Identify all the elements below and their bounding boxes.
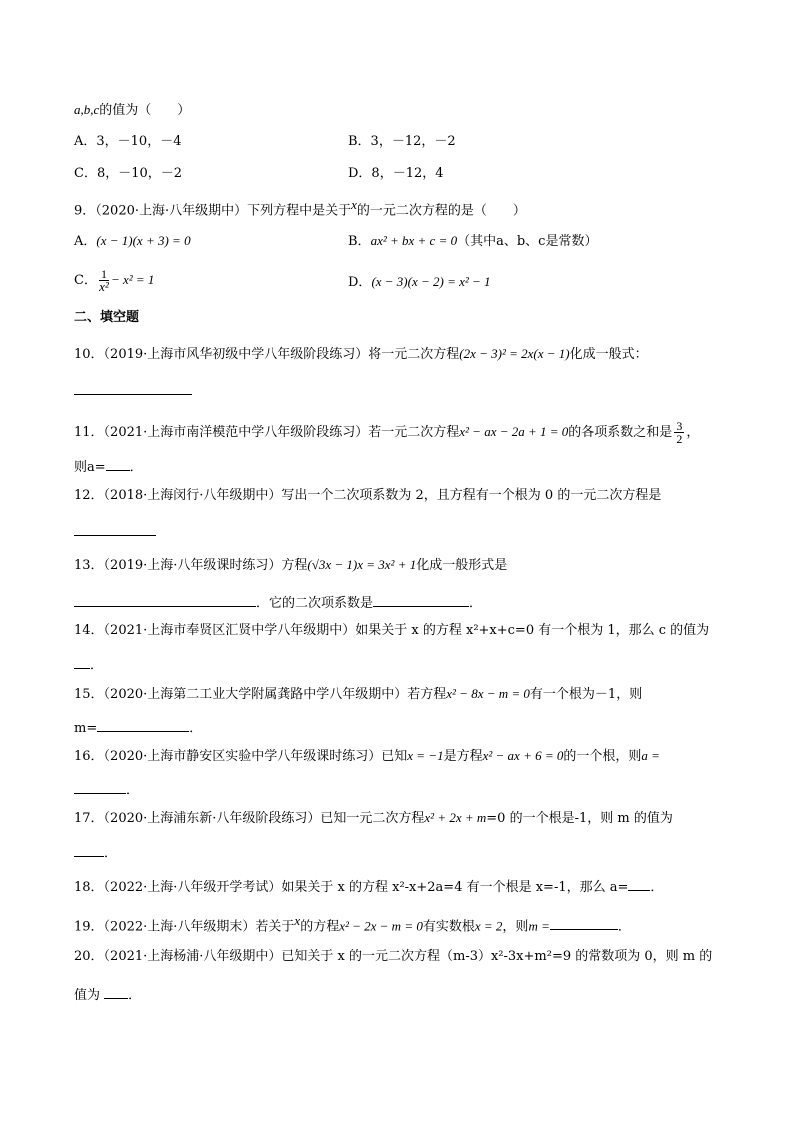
q19-mid2: 有实数根 <box>422 919 475 935</box>
q18-blank[interactable] <box>628 876 650 891</box>
q9-option-d <box>348 273 491 292</box>
q17-text: 17．（2020·上海浦东新·八年级阶段练习）已知一元二次方程 <box>74 811 425 826</box>
q9-b-math: ax² + bx + c = 0 <box>370 233 458 248</box>
q19-text: 19．（2022·上海·八年级期末）若关于 <box>74 919 295 935</box>
q19-mid: 的方程 <box>300 919 340 935</box>
q10-text: 10．（2019·上海市风华初级中学八年级阶段练习）将一元二次方程 <box>74 347 460 362</box>
q9-prefix: 9．（2020·上海·八年级期中）下列方程中是关于 <box>74 203 352 219</box>
q11-stem <box>74 420 699 445</box>
q13-line2 <box>74 592 482 613</box>
q13-blank-1[interactable] <box>74 592 256 607</box>
q16-suffix: 的一个根，则 <box>563 749 642 764</box>
q10-math: (2x − 3)² = 2x(x − 1) <box>459 346 570 361</box>
q17-math: x² + 2x + m <box>424 810 487 825</box>
q10-answer-line <box>74 380 192 401</box>
q18-end: ． <box>650 880 664 895</box>
q9-option-a <box>74 232 191 251</box>
q19-math3: m = <box>528 918 550 934</box>
q14-blank[interactable] <box>74 654 90 669</box>
q11-suffix: 的各项系数之和是 <box>568 425 673 440</box>
q16-math-3: a = <box>641 748 660 763</box>
q16-math-1: x = −1 <box>407 748 444 763</box>
q17-suffix: =0 的一个根是-1，则 m 的值为 <box>486 811 673 826</box>
q11-blank[interactable] <box>106 456 130 471</box>
q16-line2 <box>74 779 139 800</box>
q20-blank[interactable] <box>104 984 128 999</box>
q11-frac-num: 3 <box>676 419 683 433</box>
q11-frac-den: 2 <box>676 432 683 446</box>
q14-stem: 14．（2021·上海市奉贤区汇贤中学八年级期中）如果关于 x 的方程 x²+x+c=0 有一个根为 1，那么 c 的值为 <box>74 623 710 638</box>
q15-text: 15．（2020·上海第二工业大学附属龚路中学八年级期中）若方程 <box>74 687 447 702</box>
q9-var: x <box>351 197 357 212</box>
q20-end: ． <box>128 988 142 1003</box>
q9-b-label: B． <box>348 234 371 249</box>
q12-stem: 12．（2018·上海闵行·八年级期中）写出一个二次项系数为 2，且方程有一个根为 0 的一元二次方程是 <box>74 488 662 503</box>
q9-option-b <box>348 232 597 251</box>
q15-end: ． <box>189 721 203 736</box>
q13-stem <box>74 556 507 575</box>
q11-line2-text: 则a= <box>74 460 106 475</box>
q9-c-num: 1 <box>100 267 107 281</box>
q19-math2: x = 2 <box>474 918 503 934</box>
q11-fraction <box>674 420 684 445</box>
q18-text: 18．（2022·上海·八年级开学考试）如果关于 x 的方程 x²-x+2a=4 有一个根是 x=-1，那么 a= <box>74 880 629 895</box>
q15-line2 <box>74 717 202 738</box>
q9-c-rest: − x² = 1 <box>110 272 155 287</box>
q20-line2-text: 值为 <box>74 988 105 1003</box>
q19-blank[interactable] <box>550 915 618 930</box>
q17-line2 <box>74 842 117 863</box>
q9-stem <box>74 196 526 220</box>
q17-end: ． <box>104 846 118 861</box>
q11-end: ， <box>686 425 700 440</box>
q9-c-label: C． <box>74 273 97 288</box>
q13-text: 13．（2019·上海·八年级课时练习）方程 <box>74 558 308 573</box>
q9-c-den: x² <box>99 279 109 294</box>
q15-stem <box>74 685 642 704</box>
q17-blank[interactable] <box>74 842 104 857</box>
q9-d-math: (x − 3)(x − 2) = x² − 1 <box>371 274 491 289</box>
q13-end: ． <box>469 596 483 611</box>
q8-stem <box>74 101 190 120</box>
q16-text: 16．（2020·上海市静安区实验中学八年级课时练习）已知 <box>74 749 408 764</box>
q11-math: x² − ax − 2a + 1 = 0 <box>459 424 569 439</box>
q20-line2 <box>74 984 141 1005</box>
q20-stem: 20．（2021·上海杨浦·八年级期中）已知关于 x 的一元二次方程（m-3）x²-3x+m²=9 的常数项为 0，则 m 的 <box>74 949 713 964</box>
q18-stem <box>74 876 663 897</box>
q9-a-math: (x − 1)(x + 3) = 0 <box>96 233 191 248</box>
q14-end: ． <box>90 658 104 673</box>
q8-vars: a,b,c <box>74 102 100 117</box>
q16-blank[interactable] <box>74 779 126 794</box>
q9-d-label: D． <box>348 275 372 290</box>
q9-c-fraction <box>99 268 109 293</box>
q19-end: ． <box>617 919 631 935</box>
q10-suffix: 化成一般式： <box>569 347 648 362</box>
q8-option-d: D．8，－12，4 <box>348 166 444 181</box>
section-heading: 二、填空题 <box>74 310 140 325</box>
q13-mid: ．它的二次项系数是 <box>256 596 374 611</box>
q8-option-a: A．3，－10，－4 <box>74 134 182 149</box>
q16-stem <box>74 747 660 766</box>
q10-stem <box>74 345 648 364</box>
q11-line2 <box>74 456 143 477</box>
q15-blank[interactable] <box>97 717 189 732</box>
q11-line2-end: ． <box>129 460 143 475</box>
q16-math-2: x² − ax + 6 = 0 <box>482 748 564 763</box>
q15-line2-text: m= <box>74 721 98 736</box>
q16-mid: 是方程 <box>443 749 483 764</box>
q9-option-c <box>74 268 154 293</box>
q19-var: x <box>294 913 301 928</box>
q13-math: (√3x − 1)x = 3x² + 1 <box>307 557 417 572</box>
q17-stem <box>74 809 673 828</box>
q9-b-note: （其中a、b、c是常数） <box>457 234 598 249</box>
q9-a-label: A． <box>74 234 97 249</box>
q8-option-c: C．8，－10，－2 <box>74 166 183 181</box>
q13-blank-2[interactable] <box>373 592 469 607</box>
q12-blank[interactable] <box>74 521 156 536</box>
q8-option-b: B．3，－12，－2 <box>348 134 456 149</box>
q16-end: ． <box>126 783 140 798</box>
q9-suffix: 的一元二次方程的是（ ） <box>356 203 526 219</box>
q10-blank[interactable] <box>74 380 192 395</box>
q19-mid3: ，则 <box>502 919 529 935</box>
q8-text: 的值为（ ） <box>99 103 191 118</box>
q14-line2 <box>74 654 103 675</box>
q15-suffix: 有一个根为－1，则 <box>529 687 643 702</box>
q15-math: x² − 8x − m = 0 <box>446 686 530 701</box>
q11-text: 11．（2021·上海市南洋模范中学八年级阶段练习）若一元二次方程 <box>74 425 460 440</box>
q19-stem <box>74 912 631 936</box>
q13-suffix: 化成一般形式是 <box>416 558 508 573</box>
q19-math: x² − 2x − m = 0 <box>339 918 423 934</box>
q12-answer-line <box>74 521 156 542</box>
